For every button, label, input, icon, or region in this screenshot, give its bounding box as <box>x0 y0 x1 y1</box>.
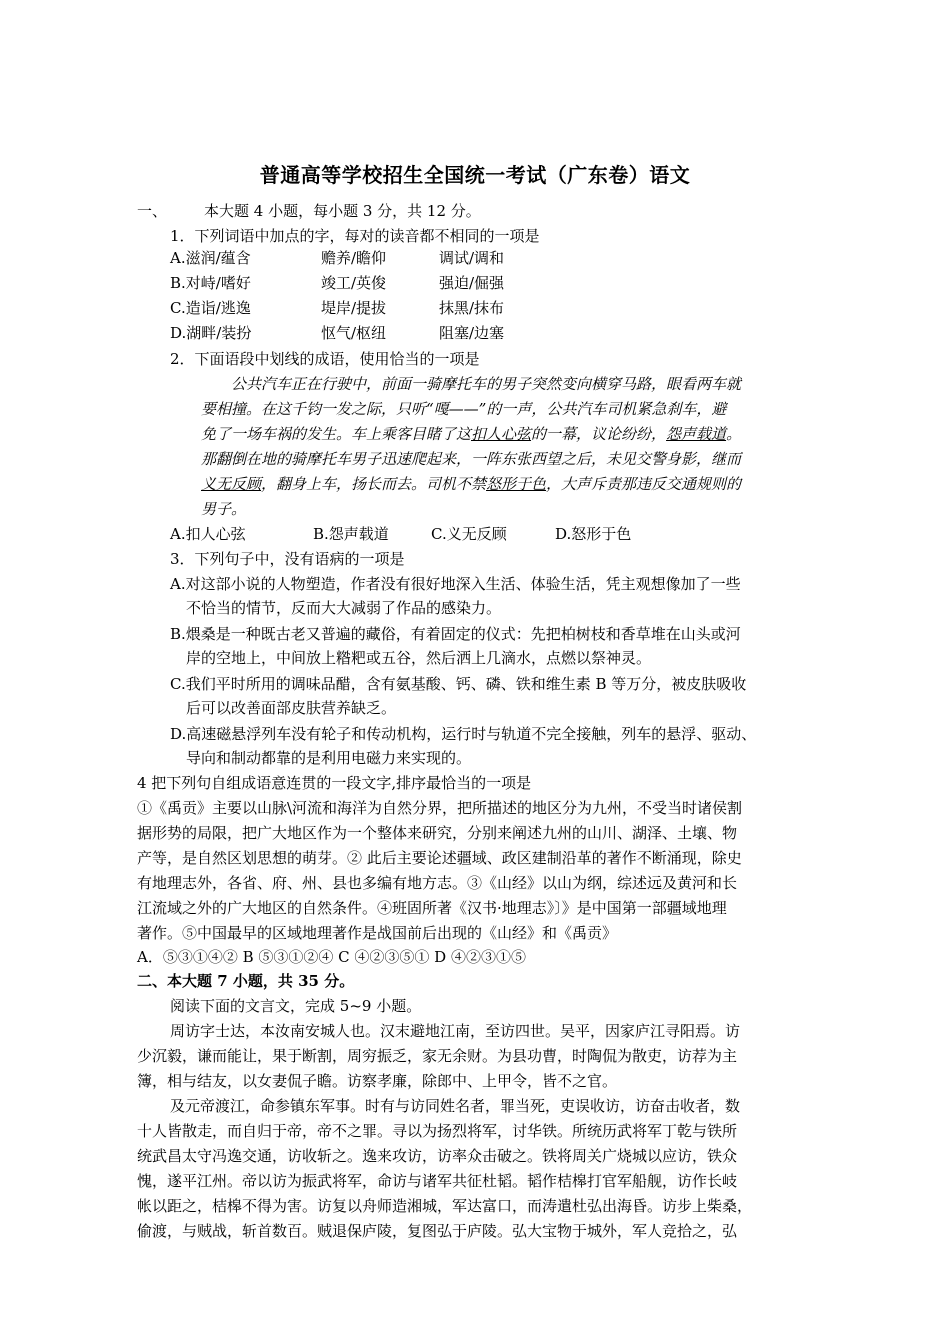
q1-stem: 1．下列词语中加点的字，每对的读音都不相同的一项是 <box>170 227 540 245</box>
q2-option-b: B.怨声载道 <box>313 525 389 543</box>
q1-row-d-col2: 怄气/枢纽 <box>321 324 387 342</box>
q2-text: 免了一场车祸的发生。车上乘客目睹了这 <box>201 425 472 443</box>
q4-line-2: 据形势的局限，把广大地区作为一个整体来研究，分别来阐述九州的山川、湖泽、土壤、物 <box>137 824 738 842</box>
passage-p1-line-3: 簿，相与结友，以女妻侃子瞻。访察孝廉，除郎中、上甲令，皆不之官。 <box>137 1072 618 1090</box>
q2-idiom-4: 怒形于色 <box>486 475 547 493</box>
page-title: 普通高等学校招生全国统一考试（广东卷）语文 <box>259 163 691 187</box>
q4-line-3: 产等，是自然区划思想的萌芽。② 此后主要论述疆域、政区建制沿革的著作不断涌现，除史 <box>137 849 742 867</box>
q4-line-5: 江流域之外的广大地区的自然条件。④班固所著《汉书·地理志》〕》是中国第一部疆域地理 <box>137 899 727 917</box>
q3-option-d-line-1: D.高速磁悬浮列车没有轮子和传动机构，运行时与轨道不完全接触，列车的悬浮、驱动、 <box>170 725 757 743</box>
q1-row-a-col2: 赡养/瞻仰 <box>321 249 387 267</box>
section2-intro: 阅读下面的文言文，完成 5~9 小题。 <box>170 997 422 1015</box>
q2-text: ，翻身上车，扬长而去。司机不禁 <box>261 475 487 493</box>
passage-p2-line-2: 十人皆散走，而自归于帝，帝不之罪。寻以为扬烈将军，讨华铁。所统历武将军丁乾与铁所 <box>137 1122 738 1140</box>
passage-p1-line-2: 少沉毅，谦而能让，果于断割，周穷振乏，家无余财。为县功曹，时陶侃为散吏，访荐为主 <box>137 1047 738 1065</box>
q4-options: A．⑤③①④② B ⑤③①②④ C ④②③⑤① D ④②③①⑤ <box>137 948 526 966</box>
passage-p2-line-6: 偷渡，与贼战，斩首数百。贼退保庐陵，复图弘于庐陵。弘大宝物于城外，军人竞拾之，弘 <box>137 1222 738 1240</box>
section1-intro: 本大题 4 小题，每小题 3 分，共 12 分。 <box>204 202 481 220</box>
q2-stem: 2．下面语段中划线的成语，使用恰当的一项是 <box>170 350 480 368</box>
q3-stem: 3．下列句子中，没有语病的一项是 <box>170 550 405 568</box>
q2-text: ，大声斥责那违反交通规则的 <box>546 475 742 493</box>
q2-option-c: C.义无反顾 <box>431 525 507 543</box>
q3-option-c-line-2: 后可以改善面部皮肤营养缺乏。 <box>186 699 397 717</box>
q4-line-1: ①《禹贡》主要以山脉\河流和海洋为自然分界，把所描述的地区分为九州，不受当时诸侯割 <box>137 799 743 817</box>
q2-idiom-1: 扣人心弦 <box>471 425 532 443</box>
q2-passage-line-1: 公共汽车正在行驶中，前面一骑摩托车的男子突然变向横穿马路，眼看两车就 <box>231 375 742 393</box>
q1-row-c-col3: 抹黑/抹布 <box>439 299 505 317</box>
q2-text: 。 <box>726 425 742 443</box>
q4-line-6: 著作。⑤中国最早的区域地理著作是战国前后出现的《山经》和《禹贡》 <box>137 924 618 942</box>
q3-option-a-line-2: 不恰当的情节，反而大大减弱了作品的感染力。 <box>186 599 502 617</box>
q3-option-b-line-2: 岸的空地上，中间放上糌粑或五谷，然后洒上几滴水，点燃以祭神灵。 <box>186 649 652 667</box>
passage-p2-line-4: 愧，遂平江州。帝以访为振武将军，命访与诸军共征杜韬。韬作桔槔打官军船舰，访作长岐 <box>137 1172 738 1190</box>
q1-row-c-col2: 堤岸/提拔 <box>321 299 387 317</box>
q1-row-b-col1: B.对峙/嗜好 <box>170 274 251 292</box>
q2-passage-line-3 <box>201 424 741 444</box>
q3-option-a-line-1: A.对这部小说的人物塑造，作者没有很好地深入生活、体验生活，凭主观想像加了一些 <box>170 575 741 593</box>
q3-option-c-line-1: C.我们平时所用的调味品醋，含有氨基酸、钙、磷、铁和维生素 B 等万分，被皮肤吸收 <box>170 675 747 693</box>
q3-option-d-line-2: 导向和制动都靠的是利用电磁力来实现的。 <box>186 749 472 767</box>
q2-option-a: A.扣人心弦 <box>170 525 246 543</box>
passage-p2-line-3: 统武昌太守冯逸交通，访收斩之。逸来攻访，访率众击破之。铁将周关广烧城以应访，铁众 <box>137 1147 738 1165</box>
section1-label: 一、 <box>137 202 168 220</box>
q2-idiom-2: 怨声载道 <box>666 425 727 443</box>
q4-stem: 4 把下列句自组成语意连贯的一段文字,排序最恰当的一项是 <box>137 774 532 792</box>
q2-passage-line-6: 男子。 <box>201 500 247 518</box>
q2-text: 的一幕，议论纷纷， <box>531 425 667 443</box>
passage-p1-line-1: 周访字士达，本汝南安城人也。汉末避地江南，至访四世。吴平，因家庐江寻阳焉。访 <box>170 1022 741 1040</box>
q2-idiom-3: 义无反顾 <box>201 475 262 493</box>
q1-row-a-col1: A.滋润/蕴含 <box>170 249 251 267</box>
q1-row-b-col2: 竣工/英俊 <box>321 274 387 292</box>
q2-passage-line-5 <box>201 474 741 494</box>
q1-row-a-col3: 调试/调和 <box>439 249 505 267</box>
q2-passage-line-2: 要相撞。在这千钧一发之际，只听“嘎——”的一声，公共汽车司机紧急刹车，避 <box>201 400 727 418</box>
q1-row-d-col3: 阻塞/边塞 <box>439 324 505 342</box>
q2-option-d: D.怒形于色 <box>555 525 632 543</box>
q2-passage-line-4: 那翻倒在地的骑摩托车男子迅速爬起来，一阵东张西望之后，未见交警身影，继而 <box>201 450 742 468</box>
q1-row-b-col3: 强迫/倔强 <box>439 274 505 292</box>
passage-p2-line-1: 及元帝渡江，命参镇东军事。时有与访同姓名者，罪当死，吏误收访，访奋击收者，数 <box>170 1097 741 1115</box>
q1-row-d-col1: D.湖畔/装扮 <box>170 324 252 342</box>
q3-option-b-line-1: B.煨桑是一种既古老又普遍的藏俗，有着固定的仪式：先把柏树枝和香草堆在山头或河 <box>170 625 741 643</box>
q4-line-4: 有地理志外，各省、府、州、县也多编有地方志。③《山经》以山为纲，综述远及黄河和长 <box>137 874 738 892</box>
passage-p2-line-5: 帐以距之，桔槔不得为害。访复以舟师造湘城，军达富口，而涛遣杜弘出海昏。访步上柴桑， <box>137 1197 753 1215</box>
q1-row-c-col1: C.造诣/逃逸 <box>170 299 251 317</box>
section2-label: 二、本大题 7 小题，共 35 分。 <box>137 972 355 990</box>
